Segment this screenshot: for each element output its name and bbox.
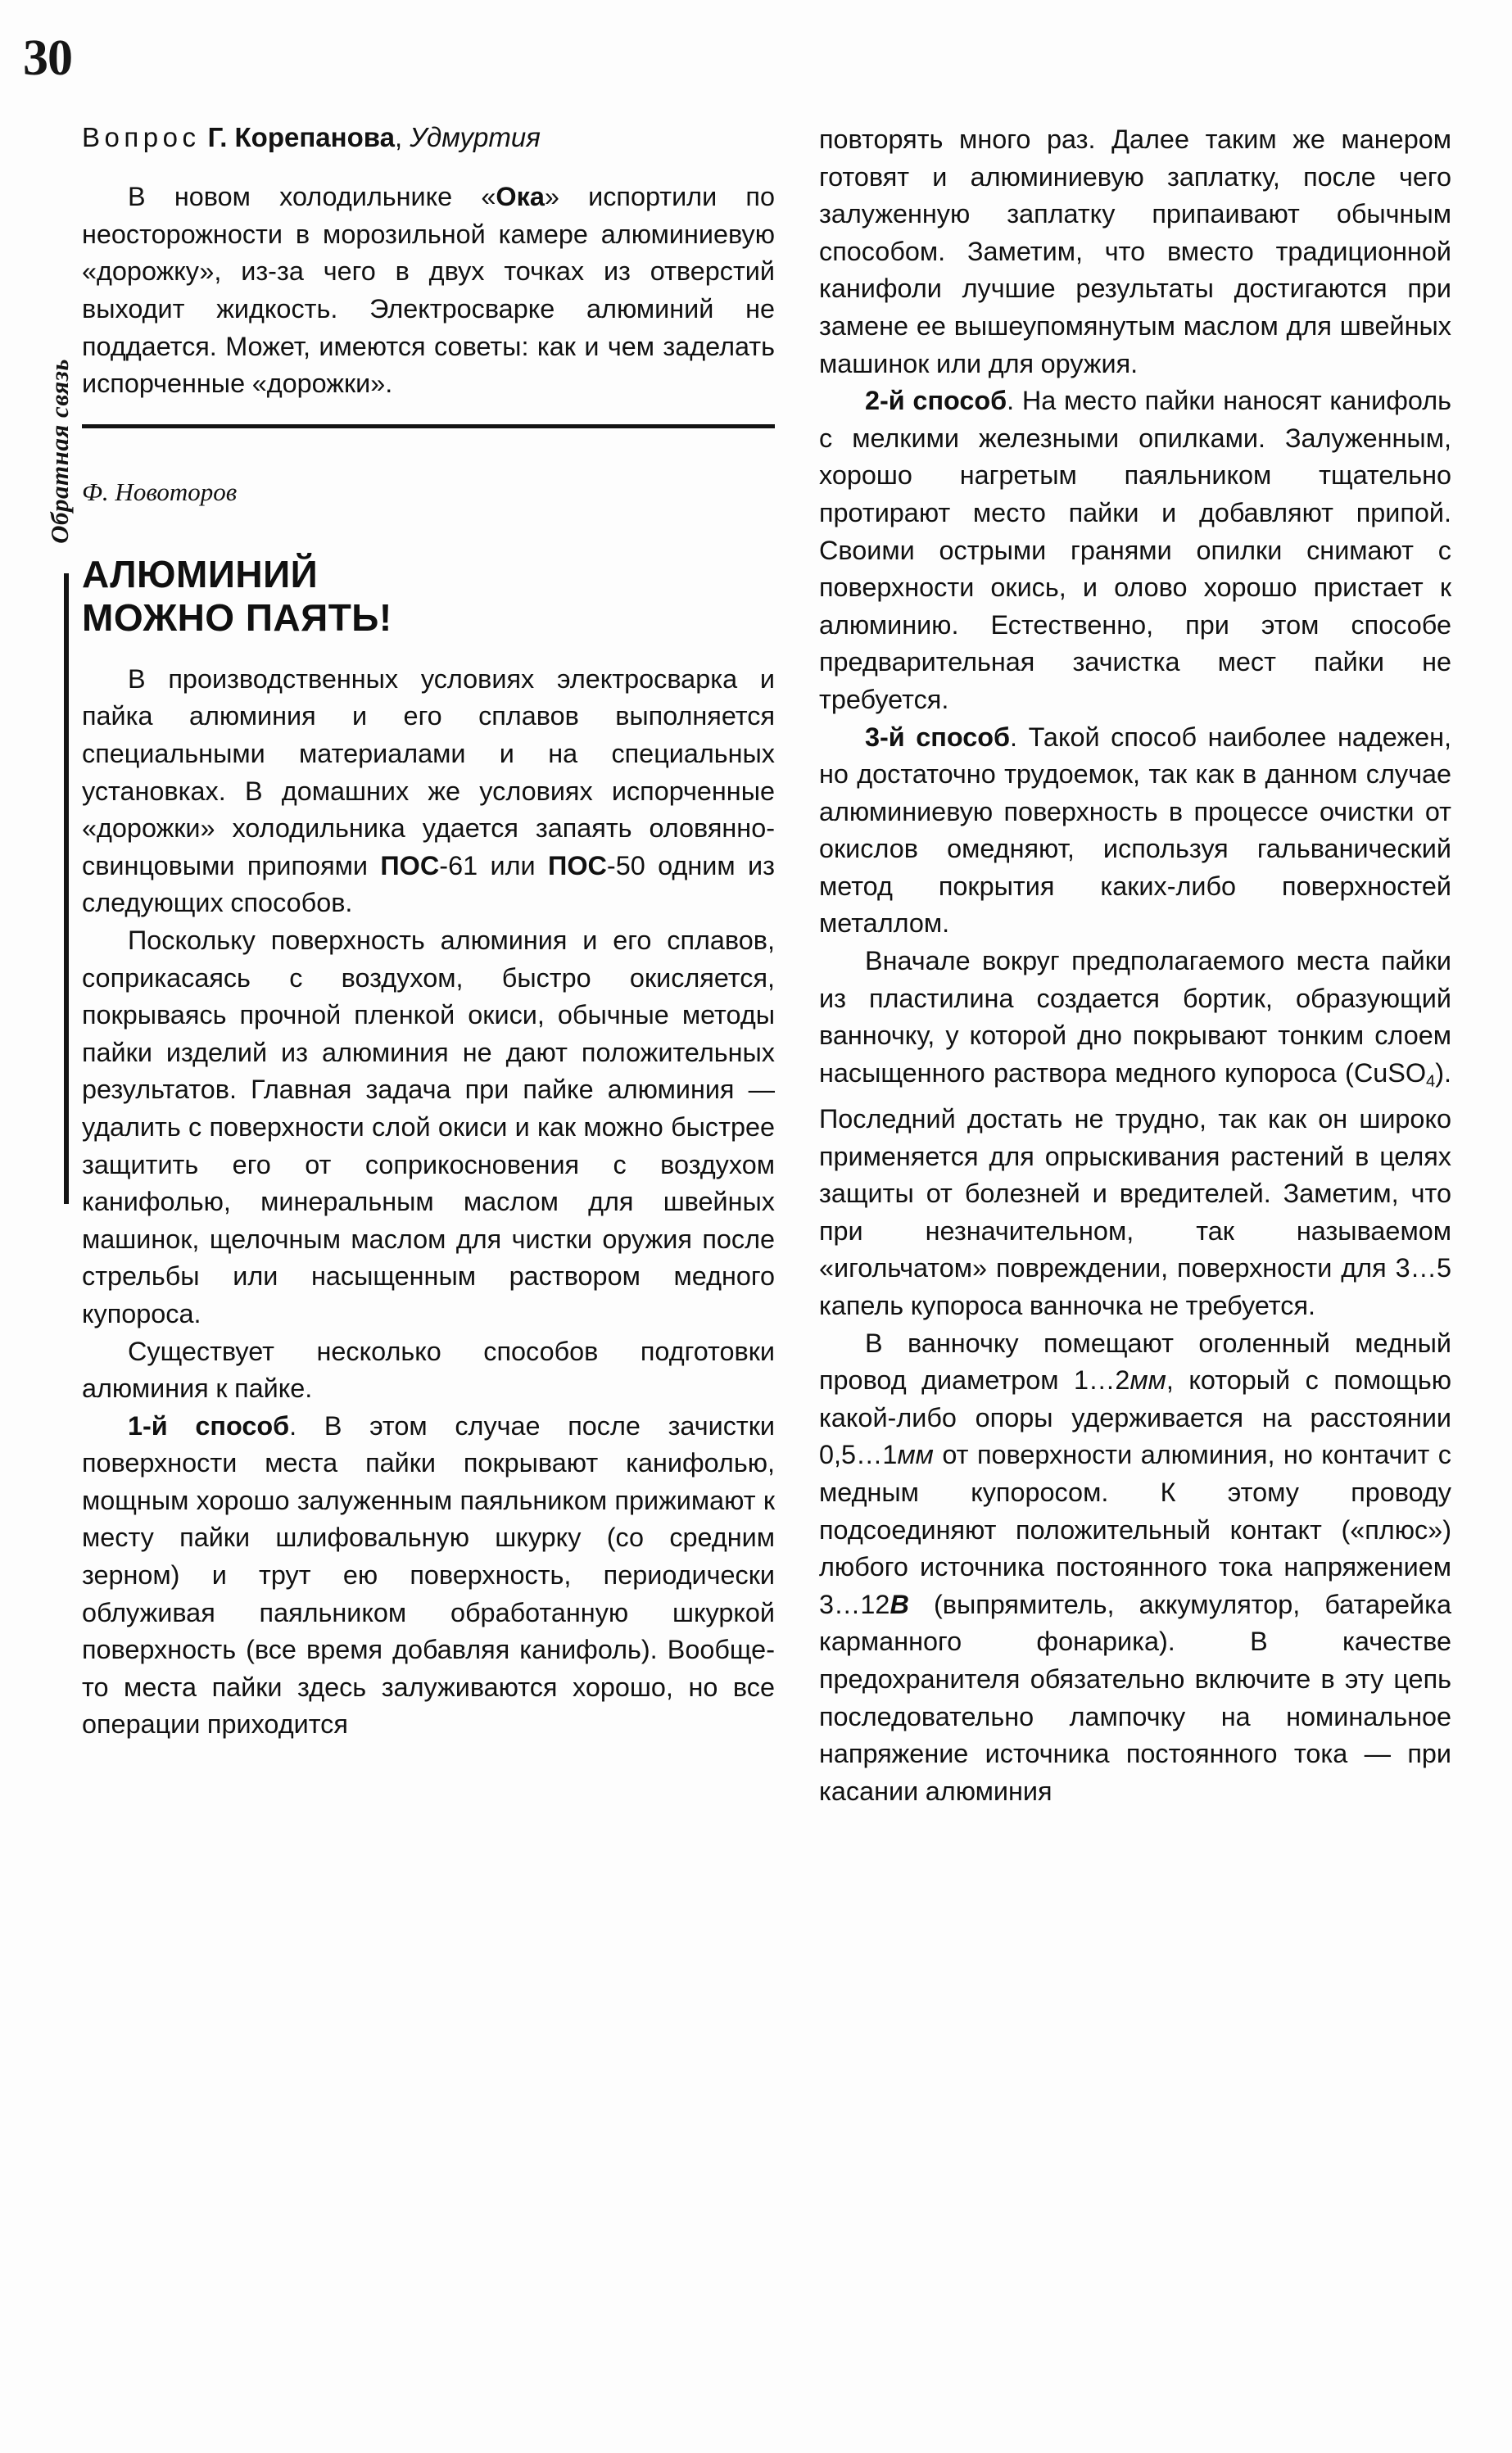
- article-headline: [82, 553, 775, 640]
- method-1-text: . В этом случае после зачистки поверхности места пайки покрывают канифолью, мощным хорошо залуженным паяльником прижимают к месту пайки шлифовальную шкурку (со средним зерном) и трут ею поверхность, периодически облуживая паяльником обработанную шкуркой поверхность (все время добавляя канифоль). Вообще-то места пайки здесь залуживаются хорошо, но все операции приходится: [82, 1410, 775, 1740]
- paragraph-method-1-continued: повторять много раз. Далее таким же манером готовят и алюминиевую заплатку, после чего залуженную заплатку припаивают обычным способом. Заметим, что вместо традиционной канифоли лучшие результаты достигаются при замене ее вышеупомянутым маслом для швейных машинок или для оружия.: [819, 124, 1451, 378]
- method-2-lead-bold: 2-й способ: [865, 386, 1007, 416]
- headline-line-2: МОЖНО ПАЯТЬ!: [82, 595, 392, 639]
- section-tab-label: Обратная связь: [45, 359, 74, 544]
- fridge-brand-name: Ока: [496, 182, 545, 212]
- left-column: [82, 121, 775, 1744]
- paragraph-method-2: [819, 382, 1451, 718]
- question-block: [82, 179, 775, 428]
- question-byline: [82, 121, 775, 154]
- headline-line-1: АЛЮМИНИЙ: [82, 552, 319, 595]
- unit-volts: В: [890, 1589, 909, 1619]
- p1-text-3: -50 одним из следующих способов.: [82, 850, 775, 918]
- article-author: Ф. Новоторов: [82, 477, 238, 506]
- paragraph-oxide-film: Поскольку поверхность алюминия и его сплавов, соприкасаясь с воздухом, быстро окисляется, покрываясь прочной пленкой окиси, обычные методы пайки изделий из алюминия не дают положительных результатов. Главная задача при пайке алюминия — удалить с поверхности слой окиси и как можно быстрее защитить его от соприкосновения с воздухом канифолью, минеральным маслом для швейных машинок, щелочным маслом для чистки оружия после стрельбы или насыщенным раствором медного купороса.: [82, 925, 775, 1328]
- p-wire-text-3: от поверхности алюминия, но контачит с медным купоросом. К этому проводу подсоединяют положительный контакт («плюс») любого источника постоянного тока напряжением 3…12: [819, 1440, 1451, 1619]
- p-wire-text-1: В ванночку помещают оголенный медный провод диаметром 1…2: [819, 1328, 1451, 1396]
- page-number: 30: [23, 30, 72, 86]
- paragraph-production-conditions: [82, 661, 775, 922]
- paragraph-several-methods: Существует несколько способов подготовки алюминия к пайке.: [82, 1336, 775, 1404]
- question-divider-rule: [82, 424, 775, 428]
- paragraph-method-3: [819, 719, 1451, 944]
- question-paragraph: [82, 179, 775, 403]
- byline-label: Вопрос: [82, 122, 201, 152]
- section-tab-rule: [64, 573, 69, 1204]
- paragraph-method-1: [82, 1408, 775, 1744]
- method-3-text: . Такой способ наиболее надежен, но достаточно трудоемок, так как в данном случае алюминиевую поверхность в процессе очистки от окислов омедняют, используя гальванический метод покрытия каких-либо поверхностей металлом.: [819, 722, 1451, 939]
- solder-pos-61-bold: ПОС: [380, 850, 440, 880]
- p-plast-text-2: ). Последний достать не трудно, так как он широко применяется для опрыскивания растений в целях защиты от болезней и вредителей. Заметим, что при незначительном, так называемом «игольчатом» повреждении, поверхности для 3…5 капель купороса ванночка не требуется.: [819, 1057, 1451, 1321]
- p1-text-1: В производственных условиях электросварка и пайка алюминия и его сплавов выполняется специальными материалами и на специальных установках. В домашних же условиях испорченные «дорожки» холодильника удается запаять оловянно-свинцовыми припоями: [82, 663, 775, 880]
- formula-subscript: 4: [1426, 1072, 1436, 1091]
- copper-sulfate-formula: [1353, 1057, 1436, 1091]
- method-1-lead-bold: 1-й способ: [128, 1410, 290, 1441]
- byline-author-name: Г. Корепанова: [207, 122, 395, 152]
- p1-text-2: -61 или: [439, 850, 549, 880]
- byline-separator: ,: [394, 122, 410, 152]
- solder-pos-50-bold: ПОС: [548, 850, 607, 880]
- p-plast-text-1: Вначале вокруг предполагаемого места пайки из пластилина создается бортик, образующий ванночку, у которой дно покрывают тонким слоем насыщенного раствора медного купороса (: [819, 946, 1451, 1088]
- question-text-part-1: В новом холодильнике «: [128, 182, 496, 212]
- p-wire-text-2: , который с помощью какой-либо опоры удерживается на расстоянии 0,5…1: [819, 1365, 1452, 1470]
- question-text-part-2: » испортили по неосторожности в морозильной камере алюминиевую «дорожку», из-за чего в двух точках из отверстий выходит жидкость. Электросварке алюминий не поддается. Может, имеются советы: как и чем заделать испорченные «дорожки».: [82, 182, 775, 399]
- byline-region: Удмуртия: [410, 122, 541, 152]
- method-3-lead-bold: 3-й способ: [865, 722, 1011, 752]
- p-wire-text-4: (выпрямитель, аккумулятор, батарейка карманного фонарика). В качестве предохранителя обязательно включите в эту цепь последовательно лампочку на номинальное напряжение источника постоянного тока — при касании алюминия: [819, 1589, 1451, 1806]
- formula-main: CuSO: [1353, 1057, 1427, 1088]
- paragraph-plasticine-bath: [819, 943, 1451, 1325]
- unit-mm-2: мм: [897, 1440, 934, 1470]
- method-2-text: . На место пайки наносят канифоль с мелкими железными опилками. Залуженным, хорошо нагретым паяльником тщательно протирают место пайки и добавляют припой. Своими острыми гранями опилки снимают с поверхности окись, и олово хорошо пристает к алюминию. Естественно, при этом способе предварительная зачистка мест пайки не требуется.: [819, 386, 1451, 714]
- right-column: [819, 121, 1451, 1810]
- unit-mm-1: мм: [1129, 1365, 1166, 1396]
- paragraph-copper-wire: [819, 1325, 1451, 1811]
